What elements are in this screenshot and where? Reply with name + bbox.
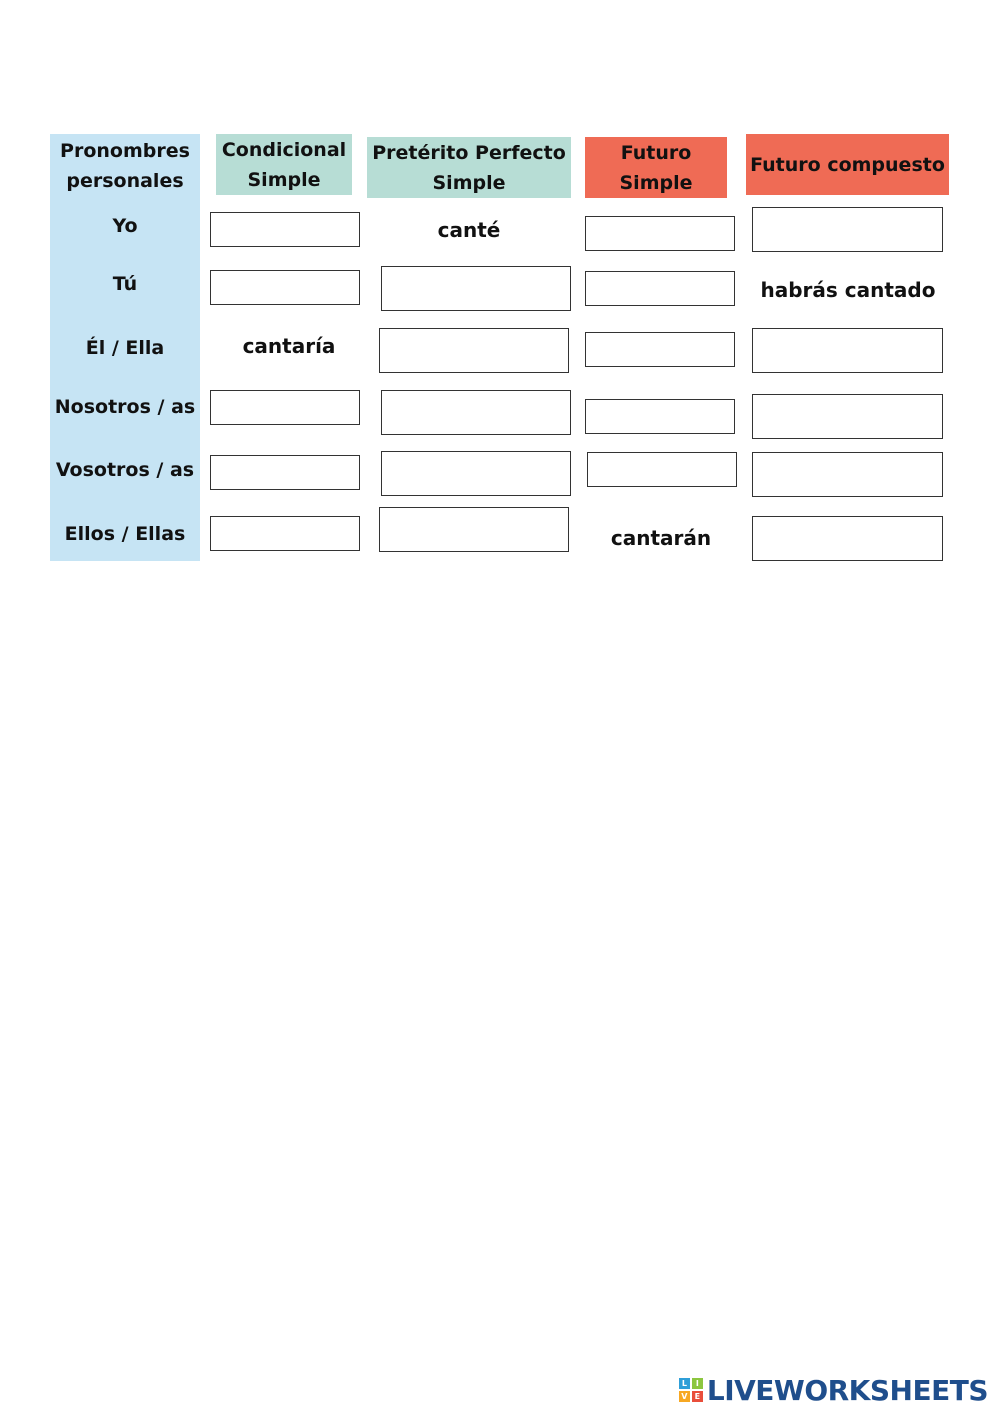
given-el-condicional: cantaría [242,334,336,358]
pronoun-el-ella: Él / Ella [85,337,165,359]
answer-box-nosotros-futuro-compuesto[interactable] [752,394,943,439]
pronoun-nosotros: Nosotros / as [54,396,196,418]
answer-box-vosotros-condicional[interactable] [210,455,360,490]
pronoun-vosotros: Vosotros / as [55,459,195,481]
answer-box-el-preterito[interactable] [379,328,569,373]
answer-box-vosotros-futuro-simple[interactable] [587,452,737,487]
answer-box-nosotros-condicional[interactable] [210,390,360,425]
pronoun-tu: Tú [112,273,138,295]
answer-box-tu-condicional[interactable] [210,270,360,305]
answer-box-tu-preterito[interactable] [381,266,571,311]
answer-box-el-futuro-compuesto[interactable] [752,328,943,373]
logo-text: LIVEWORKSHEETS [706,1373,988,1407]
answer-box-tu-futuro-simple[interactable] [585,271,735,306]
logo-mark-icon: L I V E [679,1378,703,1402]
pronouns-header: Pronombres personales [60,140,190,192]
given-ellos-futuro-simple: cantarán [610,526,712,550]
answer-box-ellos-condicional[interactable] [210,516,360,551]
answer-box-yo-futuro-simple[interactable] [585,216,735,251]
answer-box-ellos-preterito[interactable] [379,507,569,552]
answer-box-ellos-futuro-compuesto[interactable] [752,516,943,561]
answer-box-nosotros-futuro-simple[interactable] [585,399,735,434]
liveworksheets-logo [679,1374,988,1406]
header-condicional-simple: Condicional Simple [216,134,352,195]
given-tu-futuro-compuesto: habrás cantado [760,278,936,302]
answer-box-yo-futuro-compuesto[interactable] [752,207,943,252]
answer-box-vosotros-futuro-compuesto[interactable] [752,452,943,497]
header-preterito-perfecto-simple: Pretérito Perfecto Simple [367,137,571,198]
pronoun-ellos: Ellos / Ellas [64,523,186,545]
answer-box-nosotros-preterito[interactable] [381,390,571,435]
answer-box-yo-condicional[interactable] [210,212,360,247]
answer-box-vosotros-preterito[interactable] [381,451,571,496]
header-futuro-simple: Futuro Simple [585,137,727,198]
header-futuro-compuesto: Futuro compuesto [746,134,949,195]
answer-box-el-futuro-simple[interactable] [585,332,735,367]
given-yo-preterito: canté [437,218,501,242]
pronoun-yo: Yo [112,215,138,237]
